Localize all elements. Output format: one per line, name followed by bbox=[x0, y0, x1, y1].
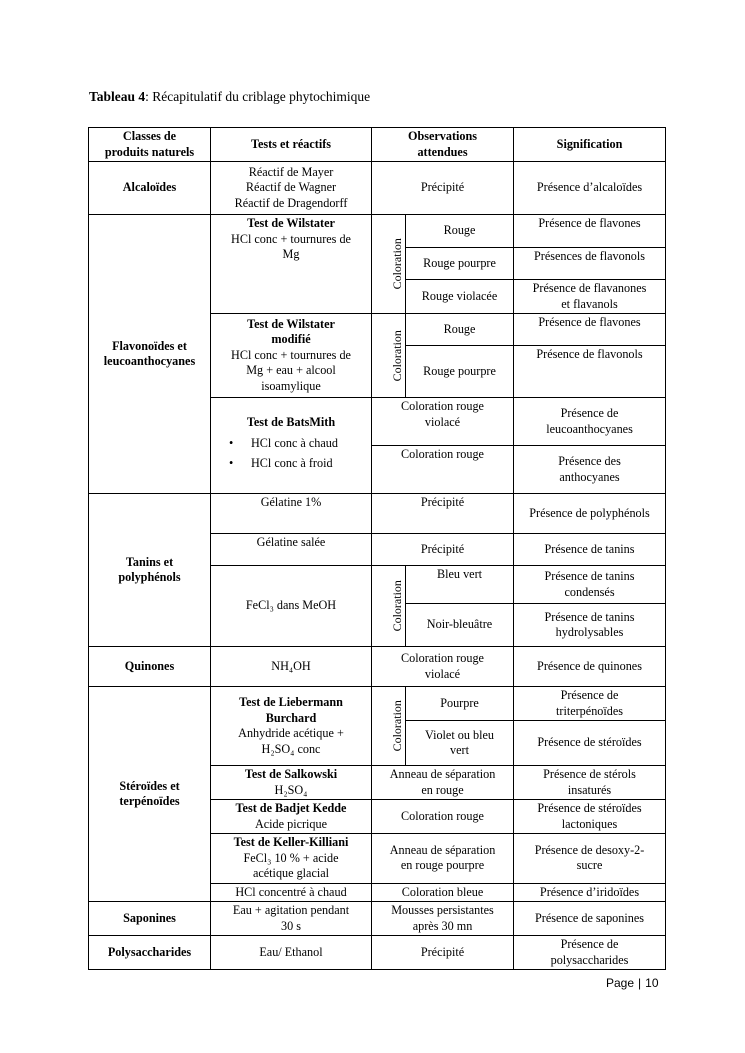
page-label: Page bbox=[606, 976, 635, 990]
header-tests: Tests et réactifs bbox=[211, 128, 372, 162]
page-separator: | bbox=[638, 976, 642, 990]
test-liebermann: Test de Liebermann Burchard Anhydride acétique + H₂SO₄ conc bbox=[211, 687, 372, 766]
coloration-label: Coloration bbox=[372, 566, 406, 647]
sig-cell: Présence de leucoanthocyanes bbox=[514, 398, 666, 446]
sig-cell: Présence de stérols insaturés bbox=[514, 766, 666, 800]
table-row bbox=[89, 687, 666, 721]
table-row bbox=[89, 162, 666, 215]
obs-cell: Bleu vert bbox=[406, 566, 514, 604]
sig-cell: Présence de polysaccharides bbox=[514, 936, 666, 970]
test-salkowski: Test de Salkowski H₂SO₄ bbox=[211, 766, 372, 800]
test-batsmith: Test de BatsMith • HCl conc à chaud • HCl conc à froid bbox=[211, 398, 372, 494]
obs-cell: Rouge pourpre bbox=[406, 346, 514, 398]
sig-cell: Présence de flavones bbox=[514, 215, 666, 248]
header-signification: Signification bbox=[514, 128, 666, 162]
obs-cell: Rouge bbox=[406, 215, 514, 248]
obs-cell: Rouge bbox=[406, 314, 514, 346]
test-nh4oh: NH₄OH bbox=[211, 647, 372, 687]
test-wilstater: Test de Wilstater HCl conc + tournures de Mg bbox=[211, 215, 372, 314]
page-number: 10 bbox=[645, 976, 659, 990]
table-row bbox=[89, 902, 666, 936]
test-badjet-kedde: Test de Badjet Kedde Acide picrique bbox=[211, 800, 372, 834]
sig-cell: Présence de tanins bbox=[514, 534, 666, 566]
class-quinones: Quinones bbox=[89, 647, 211, 687]
sig-cell: Présence de flavones bbox=[514, 314, 666, 346]
class-steroides: Stéroïdes et terpénoïdes bbox=[89, 687, 211, 902]
page-footer bbox=[606, 976, 659, 990]
obs-cell: Rouge pourpre bbox=[406, 248, 514, 280]
class-polysaccharides: Polysaccharides bbox=[89, 936, 211, 970]
caption-label: Tableau 4 bbox=[89, 89, 146, 104]
header-row bbox=[89, 128, 666, 162]
coloration-label: Coloration bbox=[372, 314, 406, 398]
test-gelatine-salee: Gélatine salée bbox=[211, 534, 372, 566]
test-gelatine: Gélatine 1% bbox=[211, 494, 372, 534]
coloration-label: Coloration bbox=[372, 215, 406, 314]
test-keller-killiani: Test de Keller-Killiani FeCl₃ 10 % + acide acétique glacial bbox=[211, 834, 372, 884]
sig-cell: Présences de flavonols bbox=[514, 248, 666, 280]
obs-cell: Anneau de séparation en rouge pourpre bbox=[372, 834, 514, 884]
class-flavonoides: Flavonoïdes et leucoanthocyanes bbox=[89, 215, 211, 494]
sig-cell: Présence de stéroïdes bbox=[514, 721, 666, 766]
sig-cell: Présence de desoxy-2- sucre bbox=[514, 834, 666, 884]
table-row bbox=[89, 647, 666, 687]
table-caption bbox=[89, 89, 370, 105]
class-saponines: Saponines bbox=[89, 902, 211, 936]
class-tanins: Tanins et polyphénols bbox=[89, 494, 211, 647]
sig-cell: Présence de triterpénoïdes bbox=[514, 687, 666, 721]
table-row bbox=[89, 936, 666, 970]
header-observations: Observations attendues bbox=[372, 128, 514, 162]
caption-text: : Récapitulatif du criblage phytochimique bbox=[145, 89, 371, 104]
sig-cell: Présence de saponines bbox=[514, 902, 666, 936]
header-classes: Classes de produits naturels bbox=[89, 128, 211, 162]
obs-cell: Anneau de séparation en rouge bbox=[372, 766, 514, 800]
sig-cell: Présence d’iridoïdes bbox=[514, 883, 666, 902]
sig-cell: Présence de stéroïdes lactoniques bbox=[514, 800, 666, 834]
table-row bbox=[89, 494, 666, 534]
obs-cell: Coloration rouge bbox=[372, 800, 514, 834]
obs-alcaloides: Précipité bbox=[372, 162, 514, 215]
sig-cell: Présence de flavonols bbox=[514, 346, 666, 398]
coloration-label: Coloration bbox=[372, 687, 406, 766]
sig-cell: Présence de tanins condensés bbox=[514, 566, 666, 604]
phytochemical-table bbox=[88, 127, 666, 970]
obs-cell: Précipité bbox=[372, 494, 514, 534]
obs-cell: Précipité bbox=[372, 936, 514, 970]
obs-cell: Mousses persistantes après 30 mn bbox=[372, 902, 514, 936]
obs-cell: Violet ou bleu vert bbox=[406, 721, 514, 766]
obs-cell: Précipité bbox=[372, 534, 514, 566]
obs-cell: Coloration rouge bbox=[372, 446, 514, 494]
obs-cell: Pourpre bbox=[406, 687, 514, 721]
test-saponines: Eau + agitation pendant 30 s bbox=[211, 902, 372, 936]
obs-cell: Coloration rouge violacé bbox=[372, 398, 514, 446]
obs-cell: Coloration rouge violacé bbox=[372, 647, 514, 687]
obs-cell: Rouge violacée bbox=[406, 280, 514, 314]
test-fecl3: FeCl₃ dans MeOH bbox=[211, 566, 372, 647]
sig-alcaloides: Présence d’alcaloïdes bbox=[514, 162, 666, 215]
obs-cell: Coloration bleue bbox=[372, 883, 514, 902]
sig-cell: Présence des anthocyanes bbox=[514, 446, 666, 494]
tests-alcaloides: Réactif de Mayer Réactif de Wagner Réactif de Dragendorff bbox=[211, 162, 372, 215]
test-polysaccharides: Eau/ Ethanol bbox=[211, 936, 372, 970]
class-alcaloides: Alcaloïdes bbox=[89, 162, 211, 215]
sig-cell: Présence de quinones bbox=[514, 647, 666, 687]
table-row bbox=[89, 215, 666, 248]
sig-cell: Présence de tanins hydrolysables bbox=[514, 604, 666, 647]
test-wilstater-modifie: Test de Wilstater modifié HCl conc + tournures de Mg + eau + alcool isoamylique bbox=[211, 314, 372, 398]
test-hcl-chaud: HCl concentré à chaud bbox=[211, 883, 372, 902]
sig-cell: Présence de flavanones et flavanols bbox=[514, 280, 666, 314]
sig-cell: Présence de polyphénols bbox=[514, 494, 666, 534]
obs-cell: Noir-bleuâtre bbox=[406, 604, 514, 647]
